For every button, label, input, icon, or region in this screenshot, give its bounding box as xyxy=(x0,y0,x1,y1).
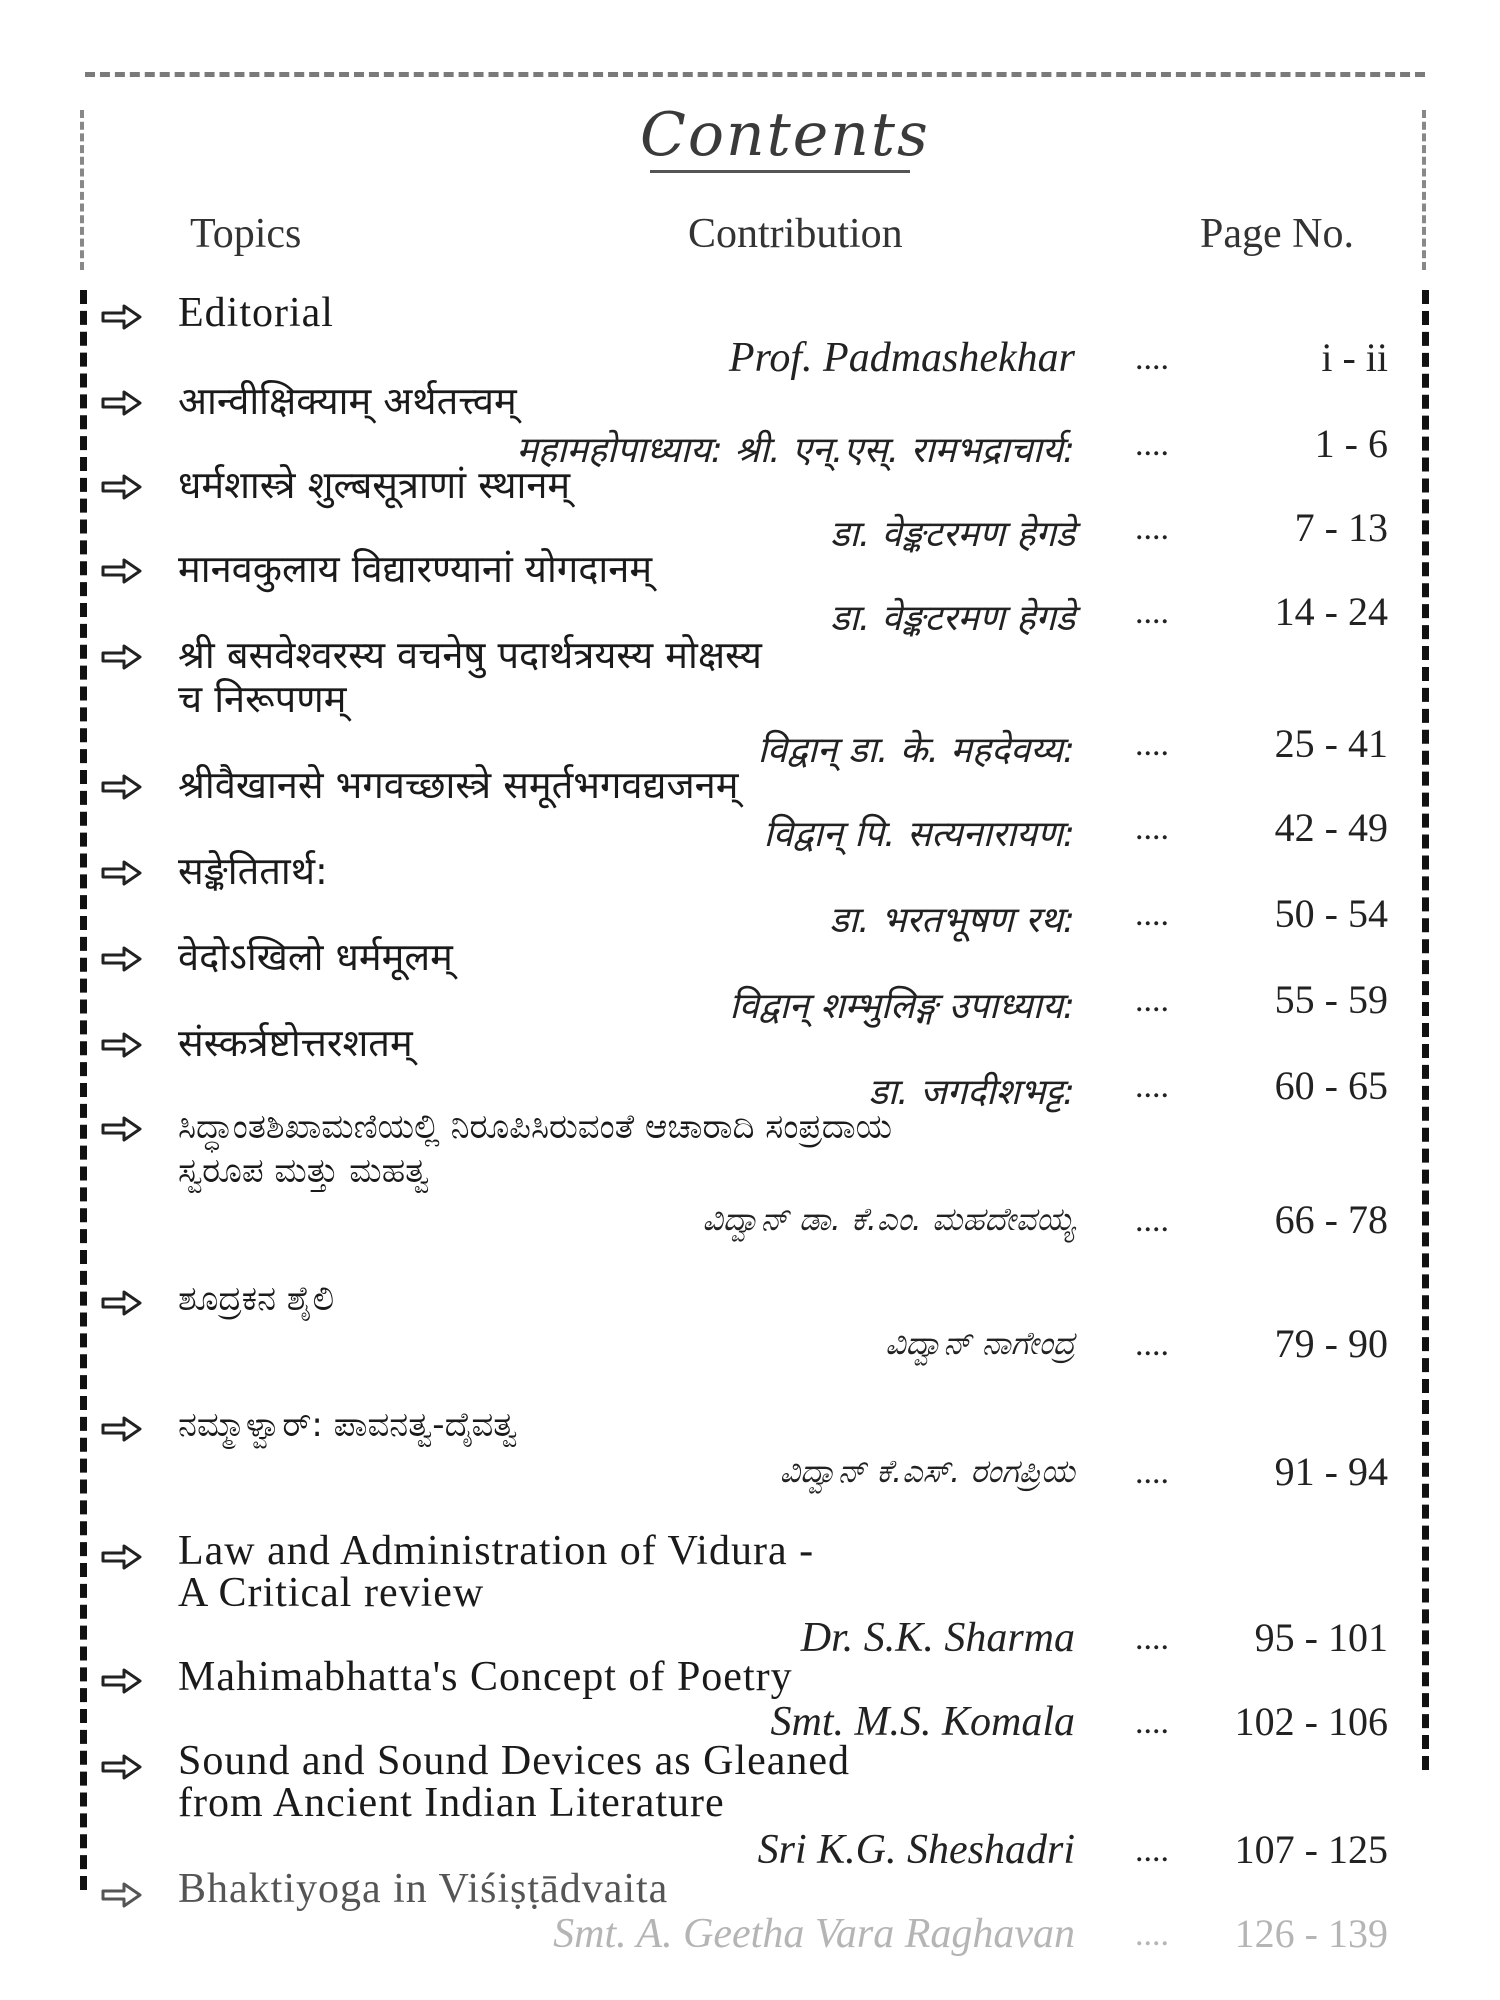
entry-title: वेदोऽखिलो धर्ममूलम् xyxy=(178,935,453,979)
entry-pages: 102 - 106 xyxy=(1234,1699,1388,1744)
entry-author: Smt. A. Geetha Vara Raghavan xyxy=(553,1911,1075,1957)
arrow-bullet-icon xyxy=(100,858,144,888)
entry-title-line-2: A Critical review xyxy=(178,1570,485,1616)
arrow-bullet-icon xyxy=(100,1414,144,1444)
entry-pages: 25 - 41 xyxy=(1274,721,1388,766)
entry-author: विद्वान् डा. के. महदेवय्य: xyxy=(757,730,1075,771)
page-frame-left xyxy=(80,290,87,1890)
entry-author: ವಿದ್ವಾನ್ ಕೆ.ಎಸ್. ರಂಗಪ್ರಿಯ xyxy=(779,1452,1075,1490)
leader-dots: .... xyxy=(1135,594,1169,631)
entry-pages: 55 - 59 xyxy=(1274,977,1388,1022)
entry-title: Editorial xyxy=(178,290,334,336)
entry-title: श्री बसवेश्वरस्य वचनेषु पदार्थत्रयस्य मोक्षस्य xyxy=(178,633,762,677)
entry-pages: 42 - 49 xyxy=(1274,805,1388,850)
leader-dots: .... xyxy=(1135,982,1169,1019)
page-frame-right xyxy=(1422,110,1426,270)
entry-author: डा. वेङ्कटरमण हेगडे xyxy=(830,514,1075,555)
arrow-bullet-icon xyxy=(100,1288,144,1318)
arrow-bullet-icon xyxy=(100,472,144,502)
arrow-bullet-icon xyxy=(100,556,144,586)
entry-title: मानवकुलाय विद्यारण्यानां योगदानम् xyxy=(178,547,653,591)
entry-title: Mahimabhatta's Concept of Poetry xyxy=(178,1654,793,1700)
leader-dots: .... xyxy=(1135,1620,1169,1657)
leader-dots: .... xyxy=(1135,340,1169,377)
entry-pages: 1 - 6 xyxy=(1314,421,1388,466)
entry-author: Smt. M.S. Komala xyxy=(770,1699,1075,1745)
arrow-bullet-icon xyxy=(100,1030,144,1060)
entry-author: Prof. Padmashekhar xyxy=(728,335,1075,381)
arrow-bullet-icon xyxy=(100,772,144,802)
column-header-contribution: Contribution xyxy=(688,211,903,257)
arrow-bullet-icon xyxy=(100,388,144,418)
entry-title: सङ्केतितार्थ: xyxy=(178,849,328,893)
entry-title: ಶೂದ್ರಕನ ಶೈಲಿ xyxy=(178,1279,335,1319)
arrow-bullet-icon xyxy=(100,1114,144,1144)
page-frame-right xyxy=(1422,290,1429,1770)
entry-title: Sound and Sound Devices as Gleaned xyxy=(178,1738,851,1784)
entry-pages: 50 - 54 xyxy=(1274,891,1388,936)
leader-dots: .... xyxy=(1135,896,1169,933)
entry-title: Bhaktiyoga in Viśiṣṭādvaita xyxy=(178,1866,669,1912)
entry-author: डा. वेङ्कटरमण हेगडे xyxy=(830,598,1075,639)
entry-author: ವಿದ್ವಾನ್ ಡಾ. ಕೆ.ಎಂ. ಮಹದೇವಯ್ಯ xyxy=(702,1200,1075,1238)
entry-author: विद्वान् पि. सत्यनारायण: xyxy=(763,814,1075,855)
entry-author: विद्वान् शम्भुलिङ्ग उपाध्याय: xyxy=(729,986,1075,1027)
entry-title-line-2: ಸ್ವರೂಪ ಮತ್ತು ಮಹತ್ವ xyxy=(178,1151,430,1191)
leader-dots: .... xyxy=(1135,1916,1169,1953)
entry-title: Law and Administration of Vidura - xyxy=(178,1528,815,1574)
entry-title: धर्मशास्त्रे शुल्बसूत्राणां स्थानम् xyxy=(178,463,571,507)
entry-author: ವಿದ್ವಾನ್ ನಾಗೇಂದ್ರ xyxy=(885,1324,1075,1362)
entry-title: ಸಿದ್ಧಾಂತಶಿಖಾಮಣಿಯಲ್ಲಿ ನಿರೂಪಿಸಿರುವಂತೆ ಆಚಾರಾದಿ ಸಂಪ್ರದಾಯ xyxy=(178,1107,893,1147)
entry-pages: 107 - 125 xyxy=(1234,1827,1388,1872)
arrow-bullet-icon xyxy=(100,302,144,332)
leader-dots: .... xyxy=(1135,1704,1169,1741)
leader-dots: .... xyxy=(1135,1454,1169,1491)
page-title: Contents xyxy=(640,100,930,170)
leader-dots: .... xyxy=(1135,1832,1169,1869)
arrow-bullet-icon xyxy=(100,944,144,974)
entry-author: Dr. S.K. Sharma xyxy=(800,1615,1075,1661)
column-header-topics: Topics xyxy=(190,211,302,257)
leader-dots: .... xyxy=(1135,810,1169,847)
entry-title: आन्वीक्षिक्याम् अर्थतत्त्वम् xyxy=(178,379,517,423)
entry-pages: 60 - 65 xyxy=(1274,1063,1388,1108)
leader-dots: .... xyxy=(1135,510,1169,547)
entry-author: महामहोपाध्याय: श्री. एन्.एस्. रामभद्राचार्य: xyxy=(516,430,1075,471)
arrow-bullet-icon xyxy=(100,1666,144,1696)
entry-title-line-2: from Ancient Indian Literature xyxy=(178,1780,725,1826)
arrow-bullet-icon xyxy=(100,1752,144,1782)
arrow-bullet-icon xyxy=(100,642,144,672)
leader-dots: .... xyxy=(1135,1068,1169,1105)
arrow-bullet-icon xyxy=(100,1542,144,1572)
entry-pages: i - ii xyxy=(1321,335,1388,380)
entry-pages: 91 - 94 xyxy=(1274,1449,1388,1494)
entry-title: श्रीवैखानसे भगवच्छास्त्रे समूर्तभगवद्यजनम् xyxy=(178,763,739,807)
arrow-bullet-icon xyxy=(100,1880,144,1910)
entry-author: डा. भरतभूषण रथ: xyxy=(829,900,1075,941)
title-underline xyxy=(650,170,910,173)
page-frame-left xyxy=(80,110,84,270)
leader-dots: .... xyxy=(1135,426,1169,463)
leader-dots: .... xyxy=(1135,1202,1169,1239)
entry-pages: 79 - 90 xyxy=(1274,1321,1388,1366)
entry-pages: 126 - 139 xyxy=(1234,1911,1388,1956)
entry-pages: 14 - 24 xyxy=(1274,589,1388,634)
leader-dots: .... xyxy=(1135,726,1169,763)
entry-pages: 95 - 101 xyxy=(1254,1615,1388,1660)
entry-author: डा. जगदीशभट्ट: xyxy=(868,1072,1075,1113)
entry-author: Sri K.G. Sheshadri xyxy=(757,1827,1075,1873)
entry-pages: 66 - 78 xyxy=(1274,1197,1388,1242)
leader-dots: .... xyxy=(1135,1326,1169,1363)
entry-pages: 7 - 13 xyxy=(1294,505,1388,550)
column-header-page-no: Page No. xyxy=(1200,211,1354,257)
page-frame-top xyxy=(85,72,1425,77)
entry-title-line-2: च निरूपणम् xyxy=(178,677,347,721)
entry-title: संस्कर्त्रष्टोत्तरशतम् xyxy=(178,1021,413,1065)
entry-title: ನಮ್ಮಾಳ್ವಾರ್: ಪಾವನತ್ವ-ದೈವತ್ವ xyxy=(178,1405,518,1445)
